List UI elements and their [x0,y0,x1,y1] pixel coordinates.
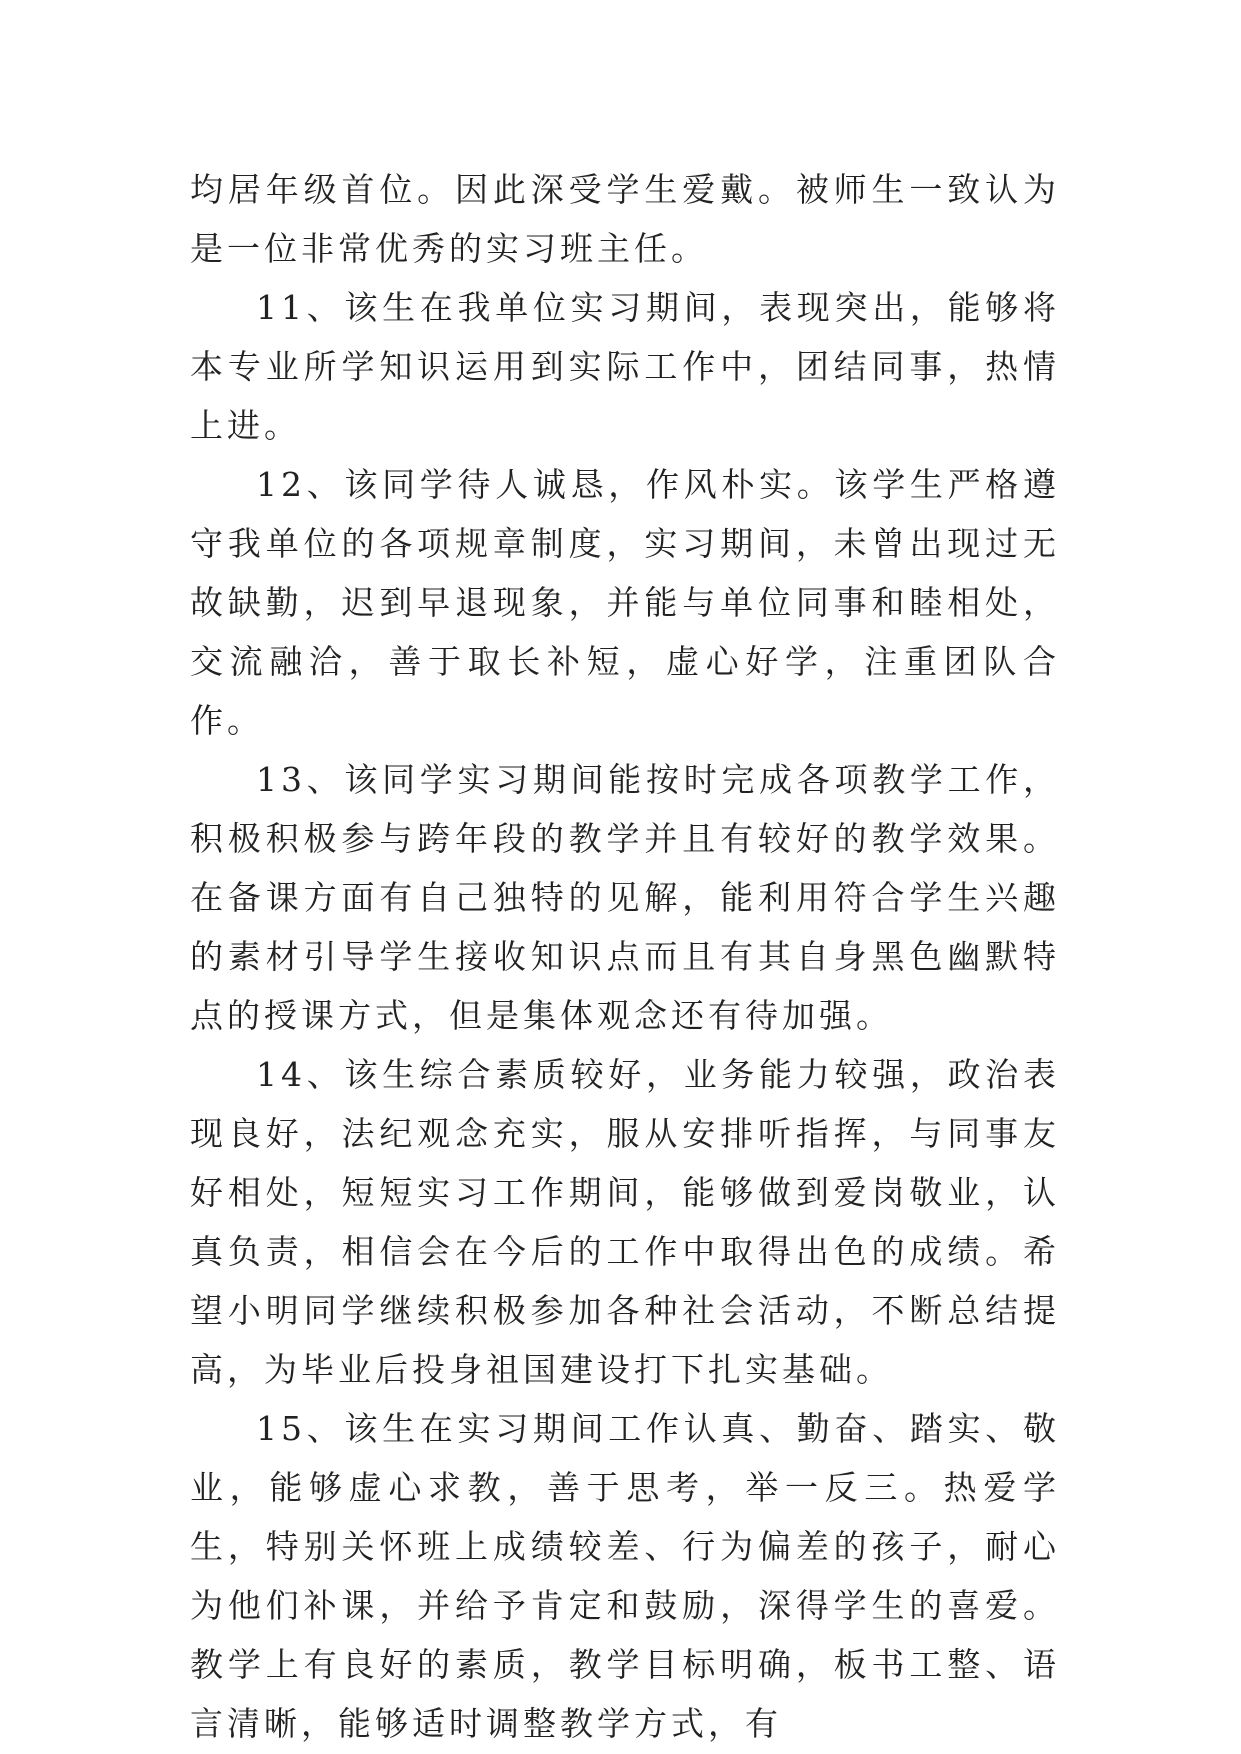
paragraph-item-15: 15、该生在实习期间工作认真、勤奋、踏实、敬业，能够虚心求教，善于思考，举一反三。热爱学生，特别关怀班上成绩较差、行为偏差的孩子，耐心为他们补课，并给予肯定和鼓励，深得学生的喜爱。教学上有良好的素质，教学目标明确，板书工整、语言清晰，能够适时调整教学方式，有 [190,1409,1060,1743]
paragraph-item-11: 11、该生在我单位实习期间，表现突出，能够将本专业所学知识运用到实际工作中，团结同事，热情上进。 [190,288,1060,445]
paragraph-item-14: 14、该生综合素质较好，业务能力较强，政治表现良好，法纪观念充实，服从安排听指挥，与同事友好相处，短短实习工作期间，能够做到爱岗敬业，认真负责，相信会在今后的工作中取得出色的成绩。希望小明同学继续积极参加各种社会活动，不断总结提高，为毕业后投身祖国建设打下扎实基础。 [190,1055,1060,1389]
paragraph-continuation: 均居年级首位。因此深受学生爱戴。被师生一致认为是一位非常优秀的实习班主任。 [190,170,1060,268]
paragraph-item-12: 12、该同学待人诚恳，作风朴实。该学生严格遵守我单位的各项规章制度，实习期间，未曾出现过无故缺勤，迟到早退现象，并能与单位同事和睦相处，交流融洽，善于取长补短，虚心好学，注重团队合作。 [190,465,1060,740]
document-body [190,160,1060,1753]
paragraph-item-13: 13、该同学实习期间能按时完成各项教学工作，积极积极参与跨年段的教学并且有较好的教学效果。在备课方面有自己独特的见解，能利用符合学生兴趣的素材引导学生接收知识点而且有其自身黑色幽默特点的授课方式，但是集体观念还有待加强。 [190,760,1060,1035]
